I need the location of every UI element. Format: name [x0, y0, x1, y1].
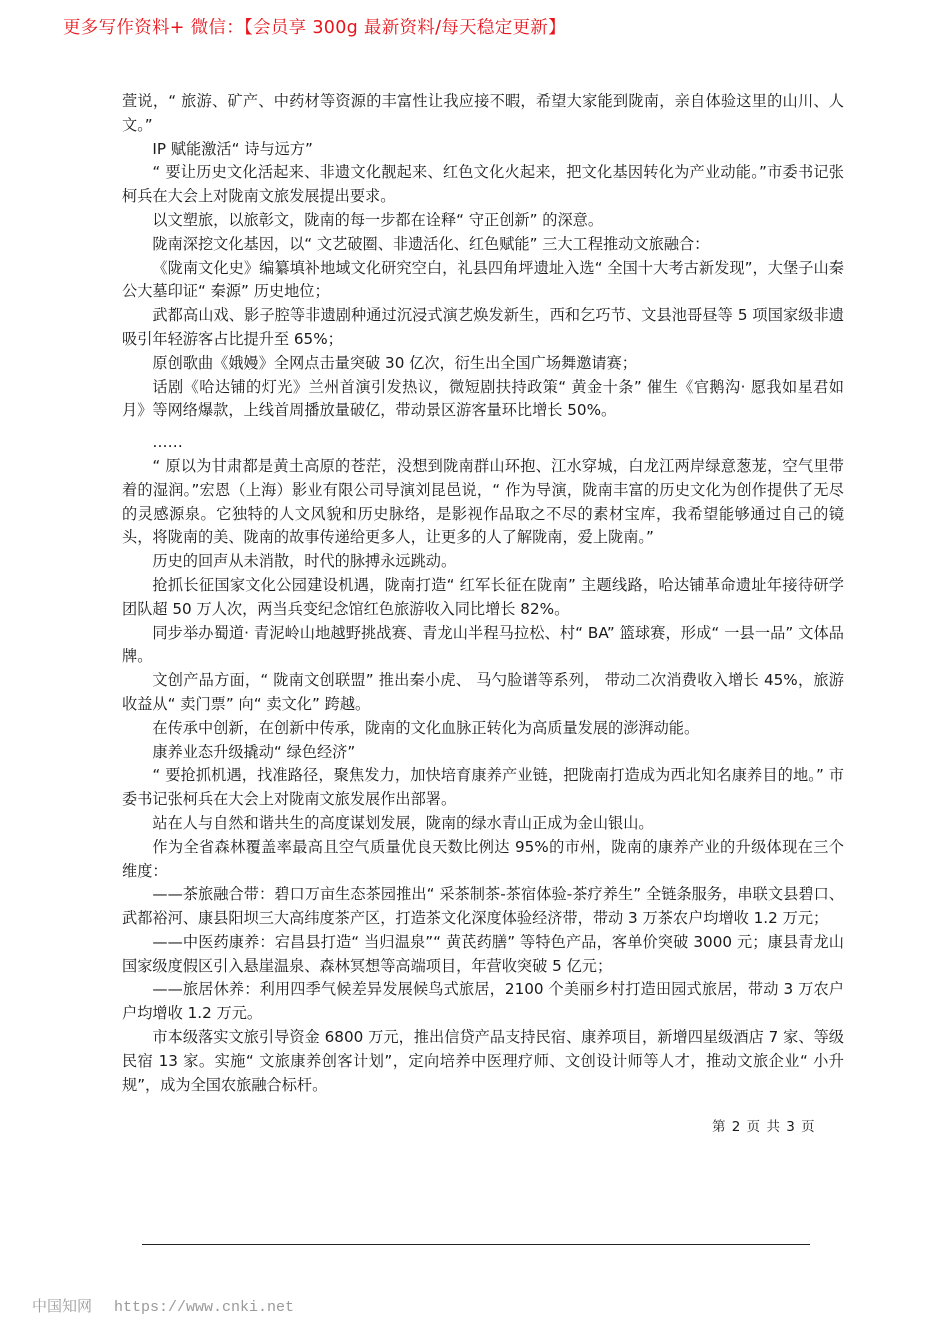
paragraph: 同步举办蜀道· 青泥岭山地越野挑战赛、青龙山半程马拉松、村“ BA” 篮球赛，形成“ 一县一品” 文体品牌。 — [122, 623, 844, 666]
paragraph: 文创产品方面，“ 陇南文创联盟” 推出秦小虎、 马勺脸谱等系列， 带动二次消费收入增长 45%，旅游收益从“ 卖门票” 向“ 卖文化” 跨越。 — [122, 671, 844, 713]
paragraph: 抢抓长征国家文化公园建设机遇，陇南打造“ 红军长征在陇南” 主题线路，哈达铺革命遗址年接待研学团队超 50 万人次，两当兵变纪念馆红色旅游收入同比增长 82%。 — [122, 575, 844, 618]
paragraph: 历史的回声从未消散，时代的脉搏永远跳动。 — [152, 552, 457, 571]
paragraph: 原创歌曲《娥嫚》全网点击量突破 30 亿次，衍生出全国广场舞邀请赛； — [152, 353, 637, 372]
promo-banner: 更多写作资料+ 微信：【会员享 300g 最新资料/每天稳定更新】 — [63, 18, 566, 38]
paragraph: 武都高山戏、影子腔等非遗剧种通过沉浸式演艺焕发新生，西和乞巧节、文县池哥昼等 5 项国家级非遗吸引年轻游客占比提升至 65%； — [122, 306, 844, 348]
paragraph: 市本级落实文旅引导资金 6800 万元，推出信贷产品支持民宿、康养项目，新增四星级酒店 7 家、等级民宿 13 家。实施“ 文旅康养创客计划”，定向培养中医理疗师、文创设计师等人才，推动文旅企业“ 小升规”，成为全国农旅融合标杆。 — [122, 1028, 844, 1094]
page-number: 第 2 页 共 3 页 — [712, 1119, 816, 1135]
paragraph: 在传承中创新，在创新中传承，陇南的文化血脉正转化为高质量发展的澎湃动能。 — [152, 718, 700, 737]
cnki-watermark — [32, 1295, 294, 1316]
ellipsis: …… — [152, 433, 183, 452]
article-body — [122, 90, 844, 1097]
paragraph: ——茶旅融合带：碧口万亩生态茶园推出“ 采茶制茶-茶宿体验-茶疗养生” 全链条服务，串联文县碧口、武都裕河、康县阳坝三大高纬度茶产区，打造茶文化深度体验经济带，带动 3 万茶农户均增收 1.2 万元； — [122, 885, 844, 928]
footer-divider — [142, 1244, 810, 1245]
paragraph: 《陇南文化史》编纂填补地域文化研究空白，礼县四角坪遗址入选“ 全国十大考古新发现”，大堡子山秦公大墓印证“ 秦源” 历史地位； — [122, 258, 844, 301]
watermark-url: https://www.cnki.net — [114, 1299, 295, 1316]
paragraph: 站在人与自然和谐共生的高度谋划发展，陇南的绿水青山正成为金山银山。 — [152, 813, 654, 832]
paragraph: “ 要抢抓机遇，找准路径，聚焦发力，加快培育康养产业链，把陇南打造成为西北知名康养目的地。” 市委书记张柯兵在大会上对陇南文旅发展作出部署。 — [122, 766, 844, 809]
paragraph: ——旅居休养：利用四季气候差异发展候鸟式旅居，2100 个美丽乡村打造田园式旅居，带动 3 万农户户均增收 1.2 万元。 — [122, 980, 844, 1023]
paragraph: 陇南深挖文化基因，以“ 文艺破圈、非遗活化、红色赋能” 三大工程推动文旅融合： — [152, 234, 710, 253]
paragraph: “ 要让历史文化活起来、非遗文化靓起来、红色文化火起来，把文化基因转化为产业动能。”市委书记张柯兵在大会上对陇南文旅发展提出要求。 — [122, 163, 844, 206]
section-heading: IP 赋能激活“ 诗与远方” — [152, 139, 313, 158]
paragraph: 话剧《哈达铺的灯光》兰州首演引发热议，微短剧扶持政策“ 黄金十条” 催生《官鹅沟· 愿我如星君如月》等网络爆款，上线首周播放量破亿，带动景区游客量环比增长 50%。 — [122, 377, 844, 420]
section-heading: 康养业态升级撬动“ 绿色经济” — [152, 742, 356, 761]
paragraph: ——中医药康养：宕昌县打造“ 当归温泉”“ 黄芪药膳” 等特色产品，客单价突破 3000 元；康县青龙山国家级度假区引入悬崖温泉、森林冥想等高端项目，年营收突破 5 亿元； — [122, 932, 844, 975]
paragraph: 萱说，“ 旅游、矿产、中药材等资源的丰富性让我应接不暇，希望大家能到陇南，亲自体验这里的山川、人文。” — [122, 92, 844, 134]
watermark-name: 中国知网 — [32, 1297, 93, 1315]
paragraph: “ 原以为甘肃都是黄土高原的苍茫，没想到陇南群山环抱、江水穿城，白龙江两岸绿意葱茏，空气里带着的湿润。”宏恩（上海）影业有限公司导演刘昆邑说，“ 作为导演，陇南丰富的历史文化为创作提供了无尽的灵感源泉。它独特的人文风貌和历史脉络，是影视作品取之不尽的素材宝库，我希望能够通过自己的镜头，将陇南的美、陇南的故事传递给更多人，让更多的人了解陇南，爱上陇南。” — [122, 456, 844, 547]
paragraph: 以文塑旅，以旅彰文，陇南的每一步都在诠释“ 守正创新” 的深意。 — [152, 210, 604, 229]
paragraph: 作为全省森林覆盖率最高且空气质量优良天数比例达 95%的市州，陇南的康养产业的升级体现在三个维度： — [122, 837, 844, 880]
